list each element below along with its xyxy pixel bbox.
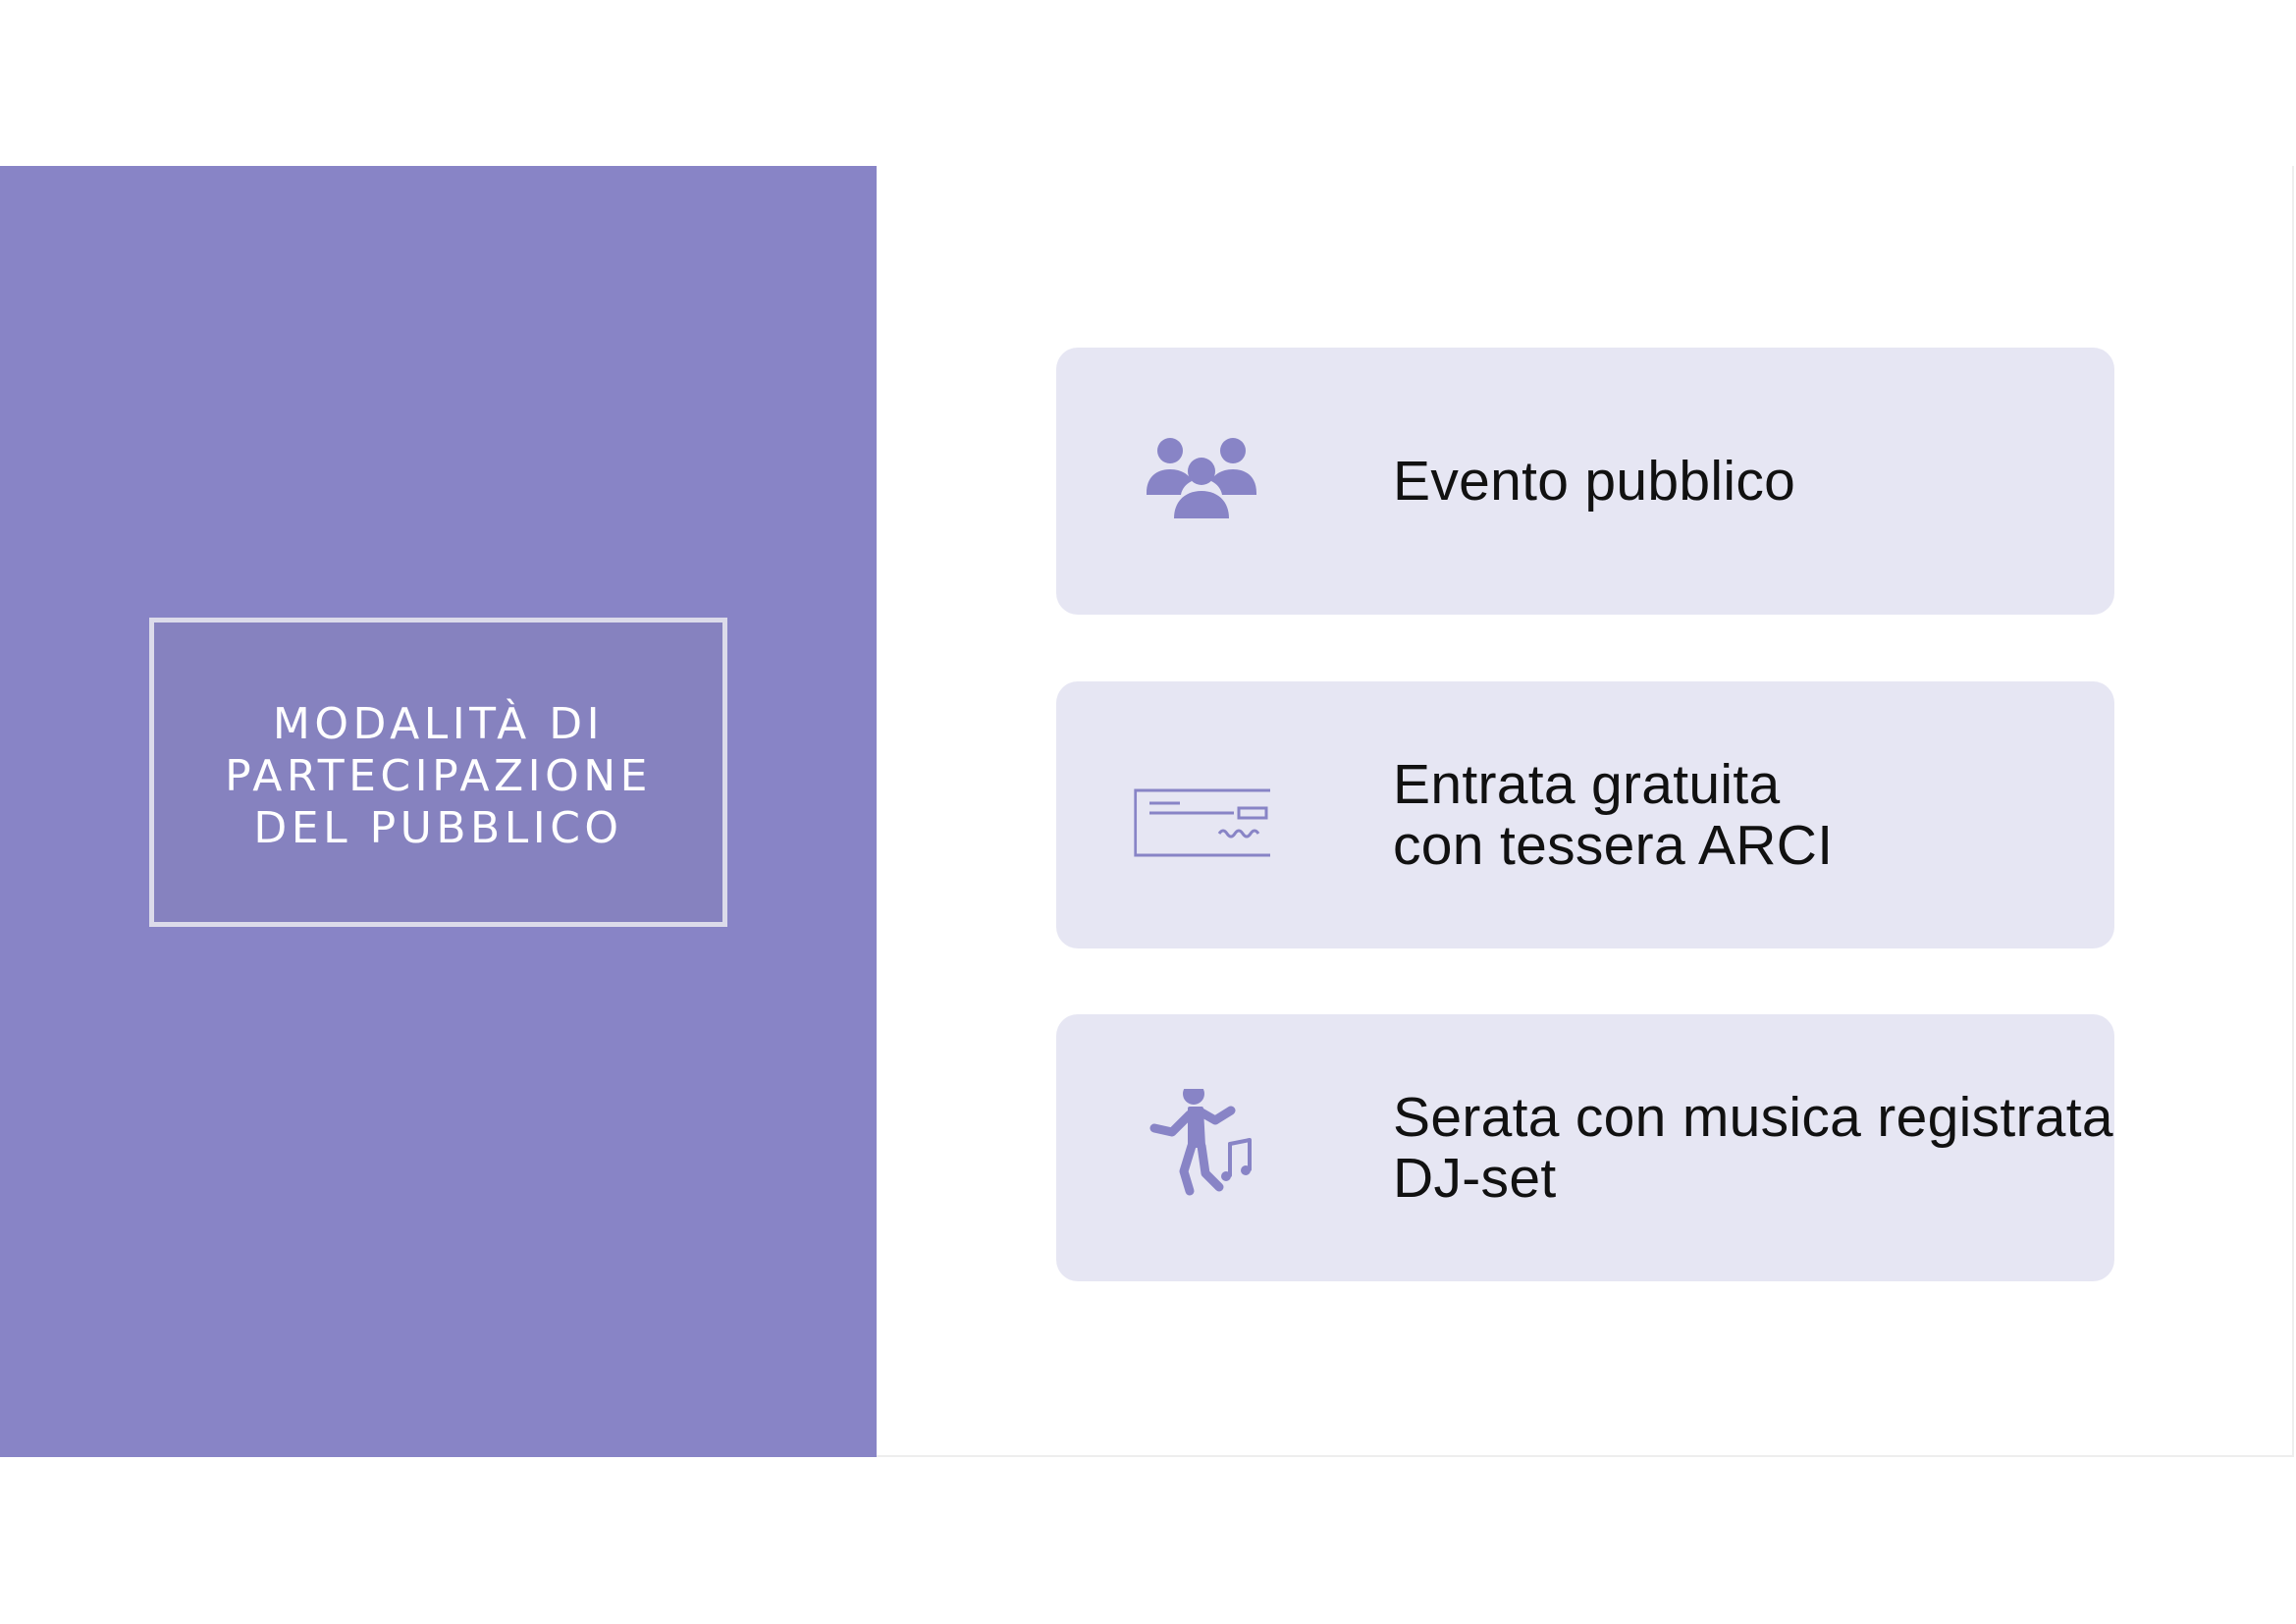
membership-card-icon xyxy=(1133,756,1270,874)
item-label: Serata con musica registrata DJ-set xyxy=(1393,1086,2113,1210)
left-panel xyxy=(0,166,877,1457)
group-people-icon xyxy=(1133,422,1270,540)
title-box xyxy=(149,618,727,927)
list-item-free-entry xyxy=(1056,681,2114,948)
list-item-dj-set xyxy=(1056,1014,2114,1281)
slide-title: MODALITÀ DI PARTECIPAZIONE DEL PUBBLICO xyxy=(225,699,652,853)
item-label: Entrata gratuita con tessera ARCI xyxy=(1393,753,1834,877)
item-label: Evento pubblico xyxy=(1393,450,1796,513)
list-item-public-event xyxy=(1056,348,2114,615)
dancing-person-icon xyxy=(1133,1089,1270,1207)
slide xyxy=(0,166,2294,1457)
